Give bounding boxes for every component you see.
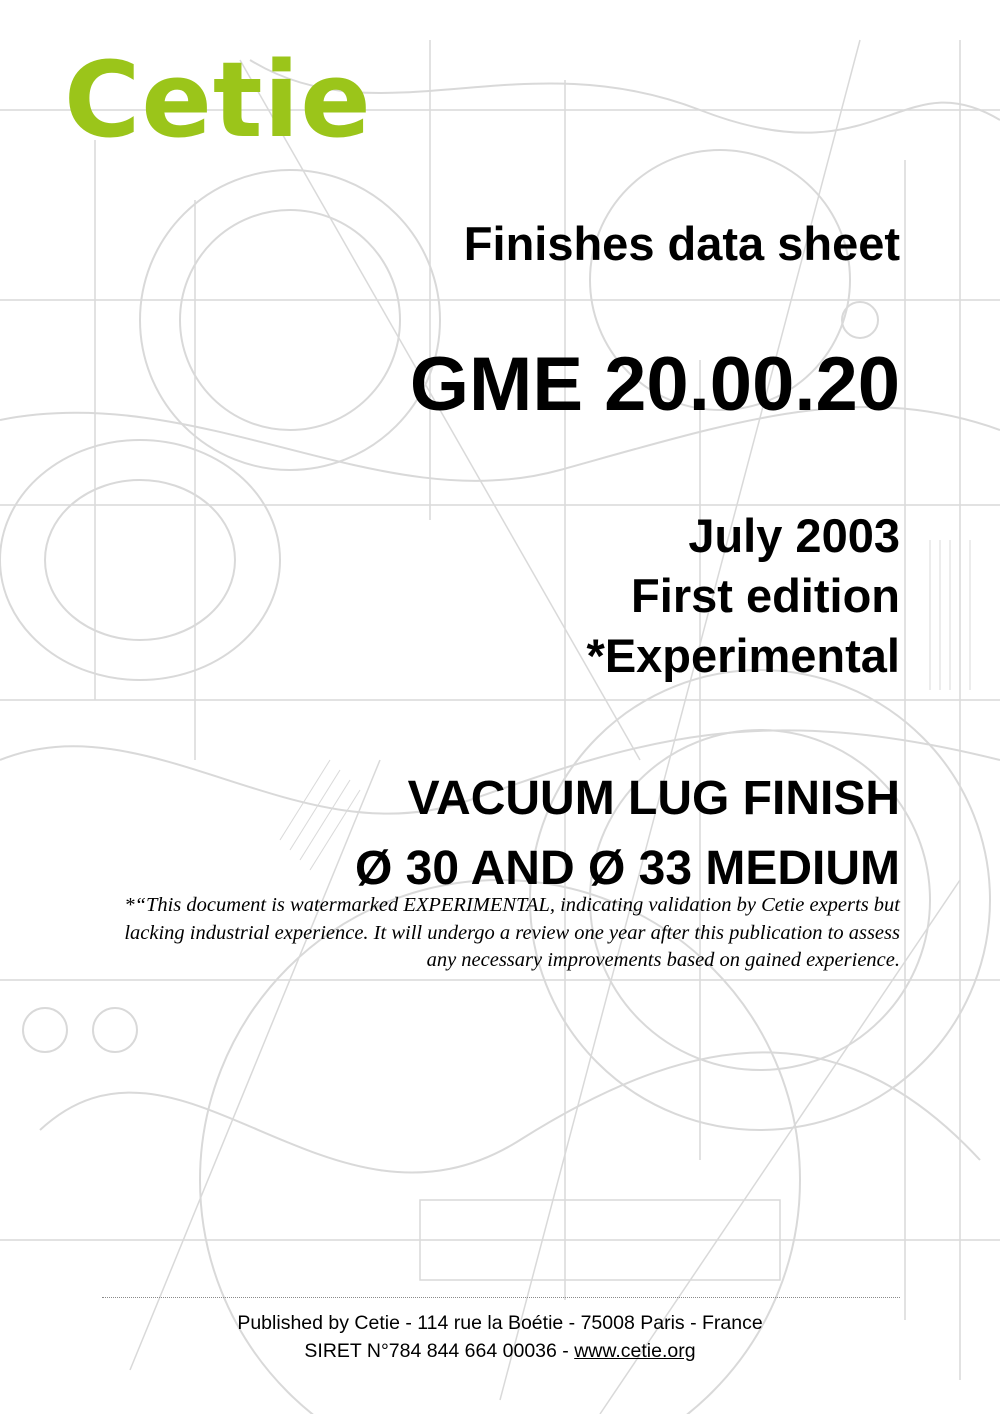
status-label: *Experimental xyxy=(586,629,900,682)
title-line-2: Ø 30 AND Ø 33 MEDIUM xyxy=(355,842,900,895)
footer-divider xyxy=(102,1297,900,1298)
website-link[interactable]: www.cetie.org xyxy=(574,1340,696,1362)
publisher-address: Published by Cetie - 114 rue la Boétie - 75008 Paris - France xyxy=(237,1312,763,1334)
document-code: GME 20.00.20 xyxy=(409,342,900,427)
document-type: Finishes data sheet xyxy=(463,217,900,270)
cetie-logo: Cetie xyxy=(64,39,372,161)
experimental-disclaimer: *“This document is watermarked EXPERIMENTAL, indicating validation by Cetie experts but lacking industrial experience. It will undergo a review one year after this publication to assess any necessary improvements based on gained experience. xyxy=(124,894,900,971)
edition-block xyxy=(587,506,900,686)
document-title xyxy=(355,764,900,904)
publication-date: July 2003 xyxy=(688,509,900,562)
siret-number: SIRET N°784 844 664 00036 - xyxy=(304,1340,575,1362)
siret-line xyxy=(0,1337,1000,1365)
edition-label: First edition xyxy=(631,569,900,622)
title-line-1: VACUUM LUG FINISH xyxy=(407,772,900,825)
publisher-footer xyxy=(0,1309,1000,1365)
